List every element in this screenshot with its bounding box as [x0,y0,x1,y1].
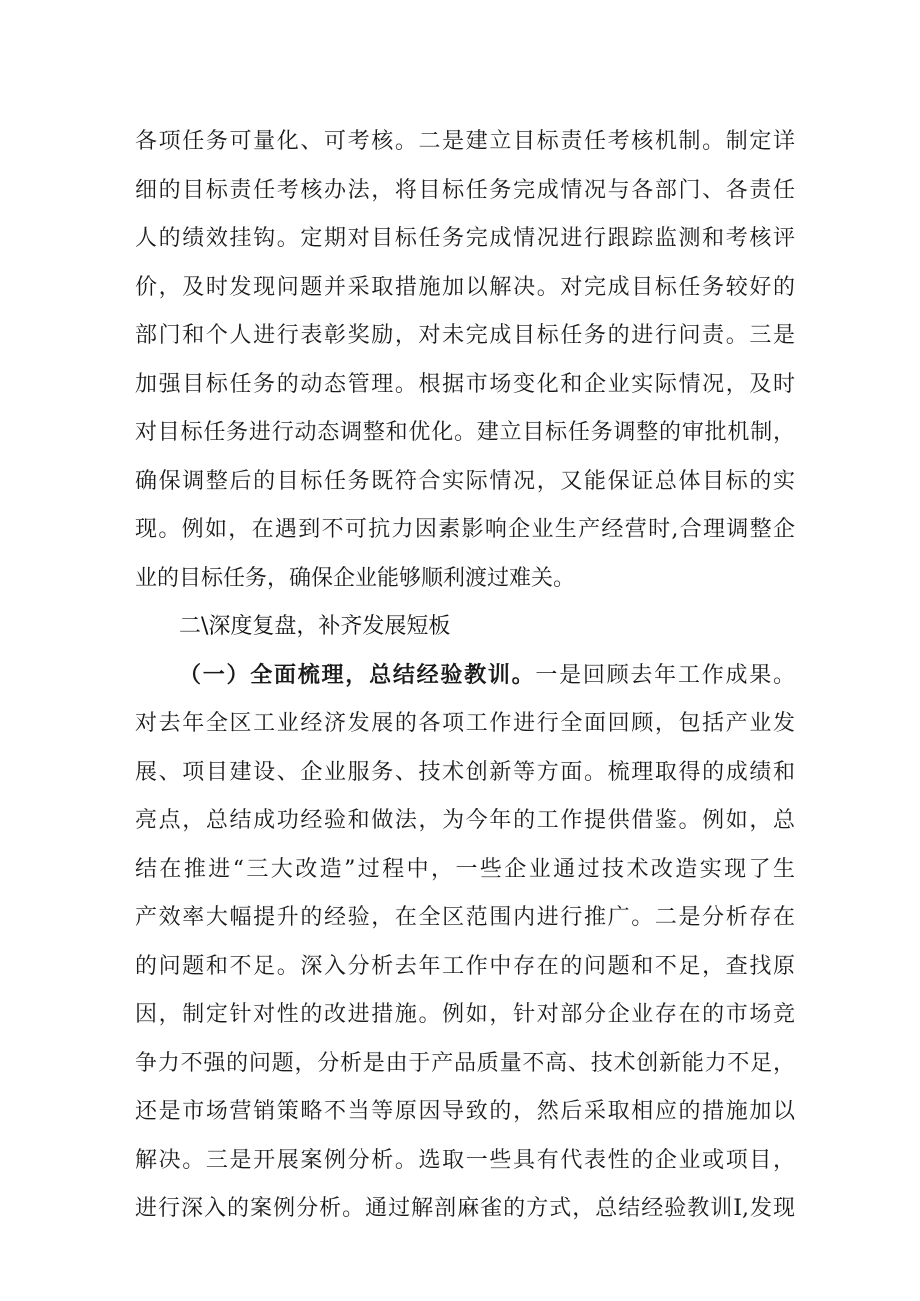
text-line: 确保调整后的目标任务既符合实际情况，又能保证总体目标的实 [135,468,795,494]
text-line: 进行深入的案例分析。通过解剖麻雀的方式，总结经验教训I,发现 [135,1196,795,1221]
text-line: 争力不强的问题，分析是由于产品质量不高、技术创新能力不足， [135,1050,795,1076]
text-line: 现。例如，在遇到不可抗力因素影响企业生产经营时,合理调整企 [135,517,795,542]
subsection-title: （一）全面梳理，总结经验教训。 [179,662,536,688]
text-line: 对目标任务进行动态调整和优化。建立目标任务调整的审批机制， [135,420,795,445]
text-line: 对去年全区工业经济发展的各项工作进行全面回顾，包括产业发 [135,711,795,736]
text-line: 展、项目建设、企业服务、技术创新等方面。梳理取得的成绩和 [135,759,795,785]
text-line: 加强目标任务的动态管理。根据市场变化和企业实际情况，及时 [135,371,795,397]
text-line: 因，制定针对性的改进措施。例如，针对部分企业存在的市场竞 [135,1002,795,1027]
text-line: 解决。三是开展案例分析。选取一些具有代表性的企业或项目， [135,1147,795,1173]
text-span: 一是回顾去年工作成果。 [535,662,795,688]
subsection-first-line [135,652,795,701]
text-line: 还是市场营销策略不当等原因导致的，然后采取相应的措施加以 [135,1099,795,1124]
section-heading: 二\深度复盘，补齐发展短板 [179,614,451,639]
text-line: 价，及时发现问题并采取措施加以解决。对完成目标任务较好的 [135,274,795,300]
text-line: 部门和个人进行表彰奖励，对未完成目标任务的进行问责。三是 [135,323,795,348]
text-line: 的问题和不足。深入分析去年工作中存在的问题和不足，查找原 [135,953,795,979]
text-line: 人的绩效挂钩。定期对目标任务完成情况进行跟踪监测和考核评 [135,226,795,251]
text-line: 结在推进“三大改造”过程中，一些企业通过技术改造实现了生 [135,856,795,882]
text-line: 业的目标任务，确保企业能够顺利渡过难关。 [135,565,576,591]
text-line: 细的目标责任考核办法，将目标任务完成情况与各部门、各责任 [135,177,795,203]
text-line: 亮点，总结成功经验和做法，为今年的工作提供借鉴。例如，总 [135,808,795,833]
document-body [135,118,795,1234]
text-line: 产效率大幅提升的经验，在全区范围内进行推广。二是分析存在 [135,905,795,930]
text-line: 各项任务可量化、可考核。二是建立目标责任考核机制。制定详 [135,129,795,154]
